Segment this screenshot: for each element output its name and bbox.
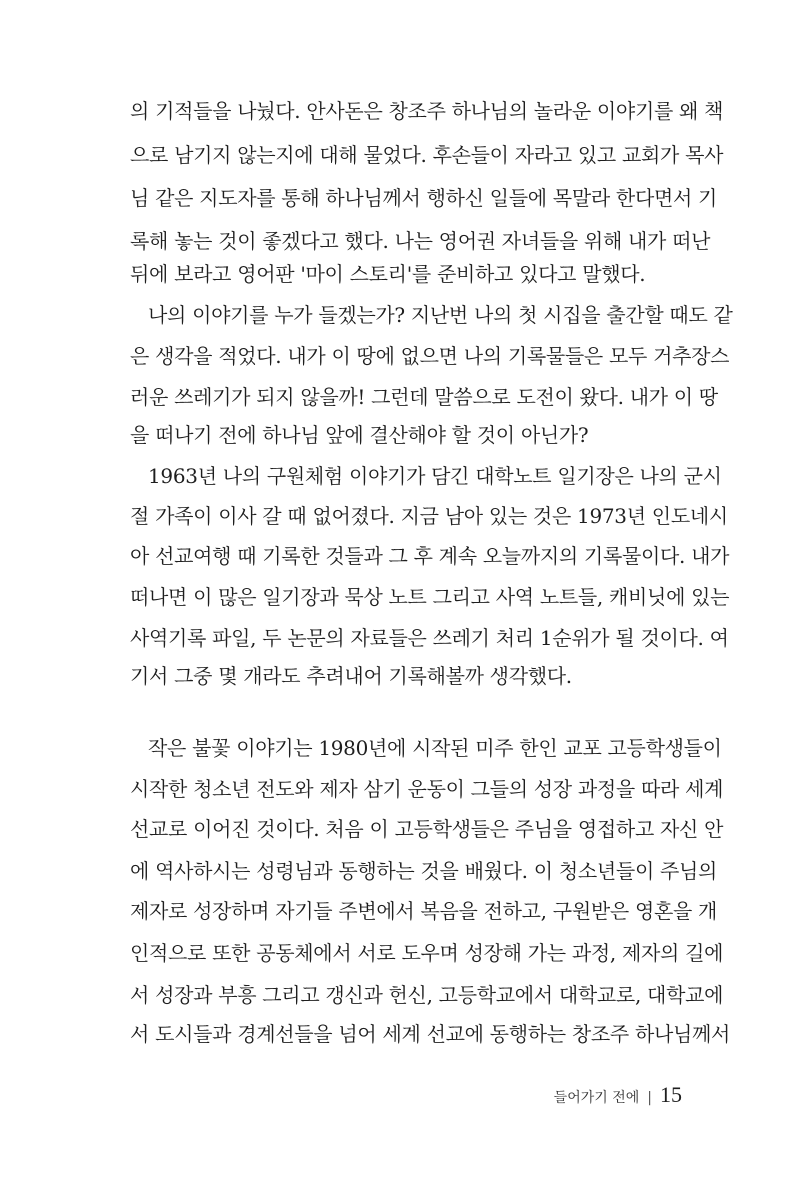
- body-text-line: 나의 이야기를 누가 들겠는가? 지난번 나의 첫 시집을 출간할 때도 같: [148, 303, 733, 327]
- body-text-line: 서 성장과 부흥 그리고 갱신과 헌신, 고등학교에서 대학교로, 대학교에: [130, 983, 724, 1007]
- body-text-line: 1963년 나의 구원체험 이야기가 담긴 대학노트 일기장은 나의 군시: [148, 464, 722, 488]
- body-text-line: 작은 불꽃 이야기는 1980년에 시작된 미주 한인 교포 고등학생들이: [148, 736, 722, 760]
- page-number: 15: [660, 1082, 682, 1107]
- body-text-line: 은 생각을 적었다. 내가 이 땅에 없으면 나의 기록물들은 모두 거추장스: [130, 344, 730, 368]
- footer-separator: |: [647, 1090, 652, 1106]
- body-text-line: 러운 쓰레기가 되지 않을까! 그런데 말씀으로 도전이 왔다. 내가 이 땅: [130, 385, 718, 409]
- body-text-line: 록해 놓는 것이 좋겠다고 했다. 나는 영어권 자녀들을 위해 내가 떠난: [130, 229, 711, 253]
- body-text-line: 뒤에 보라고 영어판 '마이 스토리'를 준비하고 있다고 말했다.: [130, 262, 646, 286]
- body-text-line: 사역기록 파일, 두 논문의 자료들은 쓰레기 처리 1순위가 될 것이다. 여: [130, 626, 729, 650]
- body-text-line: 기서 그중 몇 개라도 추려내어 기록해볼까 생각했다.: [130, 664, 572, 688]
- body-text-line: 떠나면 이 많은 일기장과 묵상 노트 그리고 사역 노트들, 캐비닛에 있는: [130, 585, 730, 609]
- body-text-line: 제자로 성장하며 자기들 주변에서 복음을 전하고, 구원받은 영혼을 개: [130, 899, 718, 923]
- body-text-line: 의 기적들을 나눴다. 안사돈은 창조주 하나님의 놀라운 이야기를 왜 책: [130, 99, 724, 123]
- body-text-line: 절 가족이 이사 갈 때 없어졌다. 지금 남아 있는 것은 1973년 인도네시: [130, 504, 728, 528]
- body-text-line: 을 떠나기 전에 하나님 앞에 결산해야 할 것이 아닌가?: [130, 423, 589, 447]
- body-text-line: 인적으로 또한 공동체에서 서로 도우며 성장해 가는 과정, 제자의 길에: [130, 941, 724, 965]
- body-text-line: 서 도시들과 경계선들을 넘어 세계 선교에 동행하는 창조주 하나님께서: [130, 1022, 731, 1046]
- body-text-line: 님 같은 지도자를 통해 하나님께서 행하신 일들에 목말라 한다면서 기: [130, 186, 718, 210]
- body-text-line: 시작한 청소년 전도와 제자 삼기 운동이 그들의 성장 과정을 따라 세계: [130, 777, 724, 801]
- body-text-line: 으로 남기지 않는지에 대해 물었다. 후손들이 자라고 있고 교회가 목사: [130, 143, 724, 167]
- page-footer: [554, 1082, 682, 1112]
- running-head: 들어가기 전에: [553, 1090, 640, 1106]
- body-text-line: 에 역사하시는 성령님과 동행하는 것을 배웠다. 이 청소년들이 주님의: [130, 859, 718, 883]
- body-text-line: 선교로 이어진 것이다. 처음 이 고등학생들은 주님을 영접하고 자신 안: [130, 817, 724, 841]
- body-text-line: 아 선교여행 때 기록한 것들과 그 후 계속 오늘까지의 기록물이다. 내가: [130, 544, 730, 568]
